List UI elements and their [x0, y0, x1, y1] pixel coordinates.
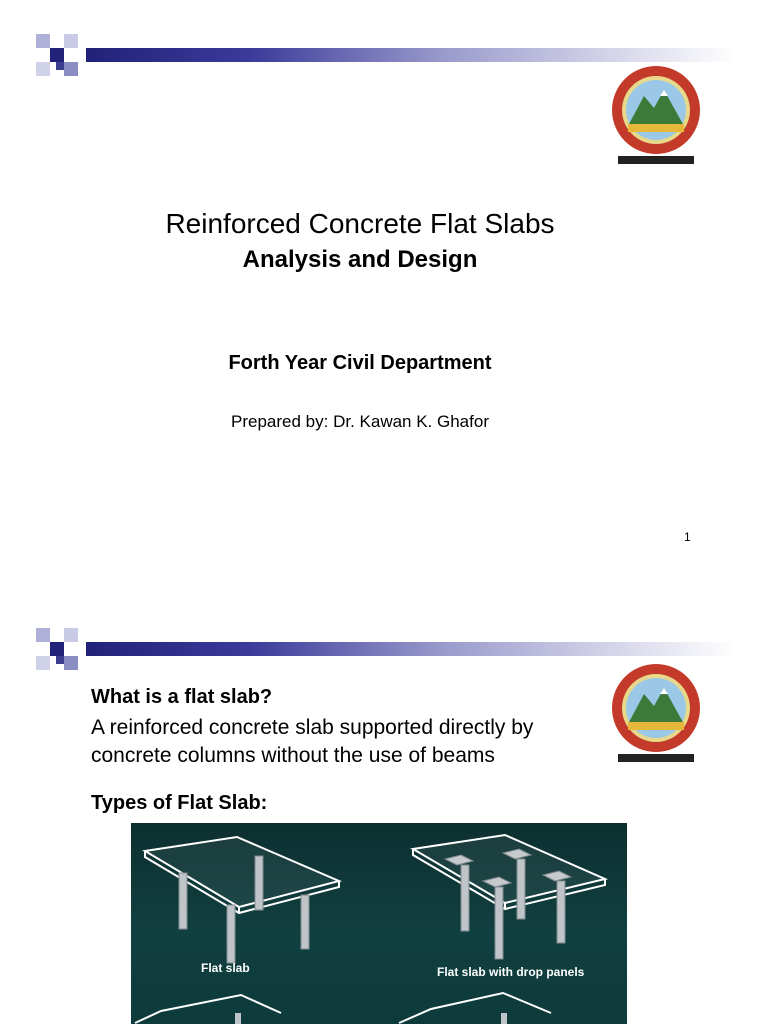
department-text: Forth Year Civil Department	[228, 352, 492, 374]
author-text: Prepared by: Dr. Kawan K. Ghafor	[231, 412, 489, 431]
slab-diagram	[131, 823, 627, 1024]
figure-caption-flat-slab: Flat slab	[201, 961, 250, 975]
university-seal-icon	[604, 64, 708, 168]
figure-caption-drop-panels: Flat slab with drop panels	[437, 965, 585, 979]
drop-panel-slab-drawing	[413, 835, 605, 909]
section-heading: Types of Flat Slab:	[91, 792, 268, 814]
flat-slab-drawing	[145, 837, 339, 913]
slide-subtitle: Analysis and Design	[242, 246, 478, 273]
flat-slab-types-figure	[131, 823, 627, 1024]
university-logo	[604, 662, 708, 766]
slide-title: Reinforced Concrete Flat Slabs	[165, 208, 555, 239]
page-number: 1	[684, 530, 691, 544]
university-logo	[604, 64, 708, 168]
definition-text: A reinforced concrete slab supported directly by concrete columns without the use of beams	[91, 716, 534, 767]
slide-2	[0, 610, 768, 1024]
university-seal-icon	[604, 662, 708, 766]
question-heading: What is a flat slab?	[91, 686, 273, 708]
